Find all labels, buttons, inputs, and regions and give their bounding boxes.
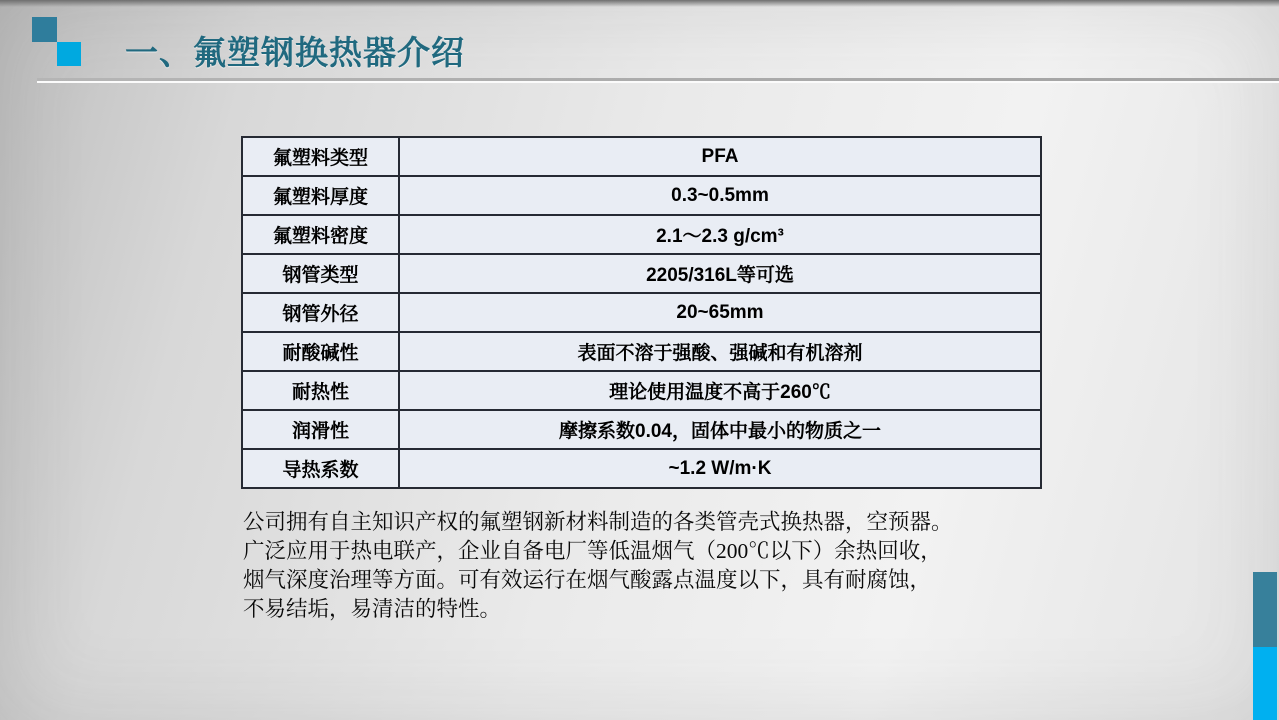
accent-square-teal: [32, 17, 57, 42]
table-label-cell: 氟塑料厚度: [242, 176, 399, 215]
table-value-cell: 2205/316L等可选: [399, 254, 1041, 293]
divider-white-bar: [37, 81, 1279, 83]
table-row: [242, 293, 1041, 332]
body-paragraph-line: 公司拥有自主知识产权的氟塑钢新材料制造的各类管壳式换热器，空预器。: [243, 510, 953, 534]
table-label-cell: 导热系数: [242, 449, 399, 488]
table-row: [242, 176, 1041, 215]
slide-top-edge-shadow: [0, 0, 1279, 7]
body-paragraph-line: 烟气深度治理等方面。可有效运行在烟气酸露点温度以下，具有耐腐蚀，: [243, 568, 932, 592]
table-row: [242, 449, 1041, 488]
table-label-cell: 耐热性: [242, 371, 399, 410]
table-value-cell: ~1.2 W/m·K: [399, 449, 1041, 488]
table-label-cell: 氟塑料密度: [242, 215, 399, 254]
table-value-cell: 摩擦系数0.04，固体中最小的物质之一: [399, 410, 1041, 449]
table-label-cell: 钢管外径: [242, 293, 399, 332]
table-value-cell: PFA: [399, 137, 1041, 176]
table-row: [242, 332, 1041, 371]
table-value-cell: 2.1～2.3 g/cm³: [399, 215, 1041, 254]
spec-table: [241, 136, 1042, 489]
table-label-cell: 氟塑料类型: [242, 137, 399, 176]
table-label-cell: 润滑性: [242, 410, 399, 449]
right-accent-bar-cyan: [1253, 647, 1277, 720]
table-label-cell: 钢管类型: [242, 254, 399, 293]
table-row: [242, 137, 1041, 176]
body-paragraph-line: 不易结垢，易清洁的特性。: [243, 597, 502, 621]
table-value-cell: 理论使用温度不高于260℃: [399, 371, 1041, 410]
body-paragraph: [243, 508, 1053, 624]
page-title: 一、氟塑钢换热器介绍: [125, 34, 465, 71]
table-value-cell: 表面不溶于强酸、强碱和有机溶剂: [399, 332, 1041, 371]
table-value-cell: 0.3~0.5mm: [399, 176, 1041, 215]
table-row: [242, 410, 1041, 449]
table-value-cell: 20~65mm: [399, 293, 1041, 332]
table-label-cell: 耐酸碱性: [242, 332, 399, 371]
table-row: [242, 371, 1041, 410]
table-row: [242, 215, 1041, 254]
table-row: [242, 254, 1041, 293]
right-accent-bar-teal: [1253, 572, 1277, 647]
accent-square-cyan: [57, 42, 81, 66]
body-paragraph-line: 广泛应用于热电联产，企业自备电厂等低温烟气（200℃以下）余热回收，: [243, 539, 942, 563]
title-divider-line: [37, 78, 1279, 83]
